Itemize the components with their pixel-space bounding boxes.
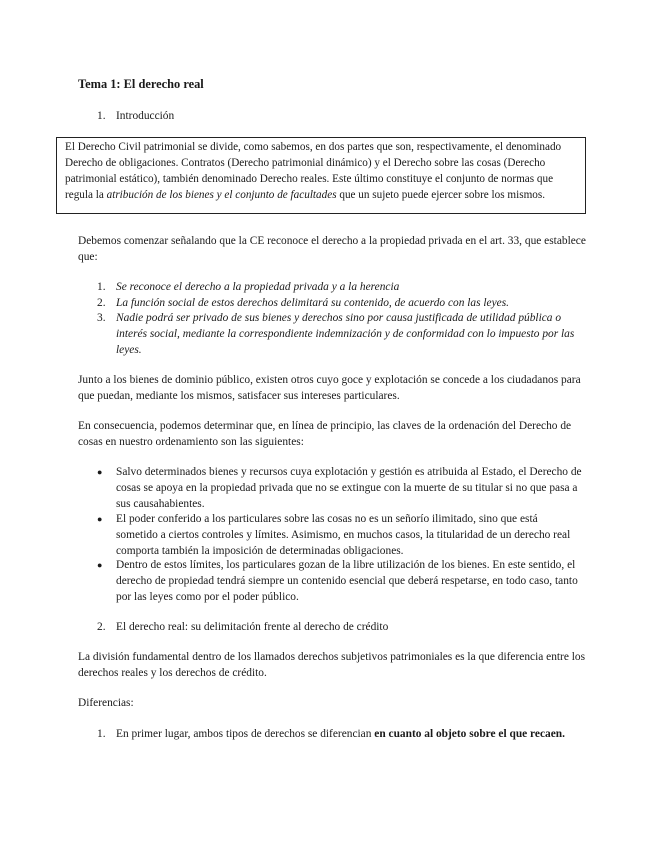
art33-item-text: La función social de estos derechos delimitará su contenido, de acuerdo con las leyes. [116,297,510,309]
bullet-icon: ● [97,467,103,477]
section-1-title: Introducción [116,110,175,122]
summary-box [56,137,586,214]
difference-item-text: En primer lugar, ambos tipos de derechos se diferencian [116,728,375,740]
art33-item-text: Se reconoce el derecho a la propiedad privada y a la herencia [116,281,400,293]
section-1-number: 1. [97,110,106,122]
document-title: Tema 1: El derecho real [78,77,204,91]
consequence-paragraph: En consecuencia, podemos determinar que, en línea de principio, las claves de la ordenación del Derecho de cosas en nuestro ordenamiento son las siguientes: [78,420,572,448]
difference-item-bold: en cuanto al objeto sobre el que recaen. [374,728,565,740]
bullet-text: Salvo determinados bienes y recursos cuya explotación y gestión es atribuida al Estado, el Derecho de cosas se apoya en la propiedad privada que no se extingue con la muerte de su titular si no que pasa a sus causahabientes. [116,466,582,510]
section-2-number: 2. [97,621,106,633]
division-paragraph: La división fundamental dentro de los llamados derechos subjetivos patrimoniales es la que diferencia entre los derechos reales y los derechos de crédito. [78,651,586,679]
public-domain-paragraph: Junto a los bienes de dominio público, existen otros cuyo goce y explotación se concede a los ciudadanos para que puedan, mediante los mismos, satisfacer sus intereses particulares. [78,374,581,402]
intro-paragraph: Debemos comenzar señalando que la CE reconoce el derecho a la propiedad privada en el art. 33, que establece que: [78,235,586,263]
art33-item-text: Nadie podrá ser privado de sus bienes y derechos sino por causa justificada de utilidad pública o interés social, mediante la correspondiente indemnización y de conformidad con lo impuesto por las leyes. [116,312,575,356]
summary-box-text: El Derecho Civil patrimonial se divide, como sabemos, en dos partes que son, respectivamente, el denominado Derecho de obligaciones. Contratos (Derecho patrimonial dinámico) y el Derecho sobre las cosas (Derecho patrimonial estático), también denominado Derecho reales. Este último constituye el conjunto de normas que regula la [65,141,562,201]
bullet-text: Dentro de estos límites, los particulares gozan de la libre utilización de los bienes. En este sentido, el derecho de propiedad tendrá siempre un contenido esencial que deberá respetarse, en todo caso, tanto por las leyes como por el poder público. [116,559,578,603]
art33-item-number: 3. [97,312,106,324]
art33-item-number: 1. [97,281,106,293]
difference-item-number: 1. [97,728,106,740]
section-2-title: El derecho real: su delimitación frente al derecho de crédito [116,621,389,633]
bullet-icon: ● [97,560,103,570]
summary-box-text-end: que un sujeto puede ejercer sobre los mismos. [336,189,546,201]
difference-item [116,726,581,742]
art33-item-number: 2. [97,297,106,309]
summary-box-italic: atribución de los bienes y el conjunto de facultades [106,189,337,201]
bullet-icon: ● [97,514,103,524]
bullet-text: El poder conferido a los particulares sobre las cosas no es un señorío ilimitado, sino que está sometido a ciertos controles y límites. Asimismo, en muchos casos, la titularidad de un derecho real comporta también la imposición de determinadas obligaciones. [116,513,571,557]
differences-label: Diferencias: [78,697,134,709]
